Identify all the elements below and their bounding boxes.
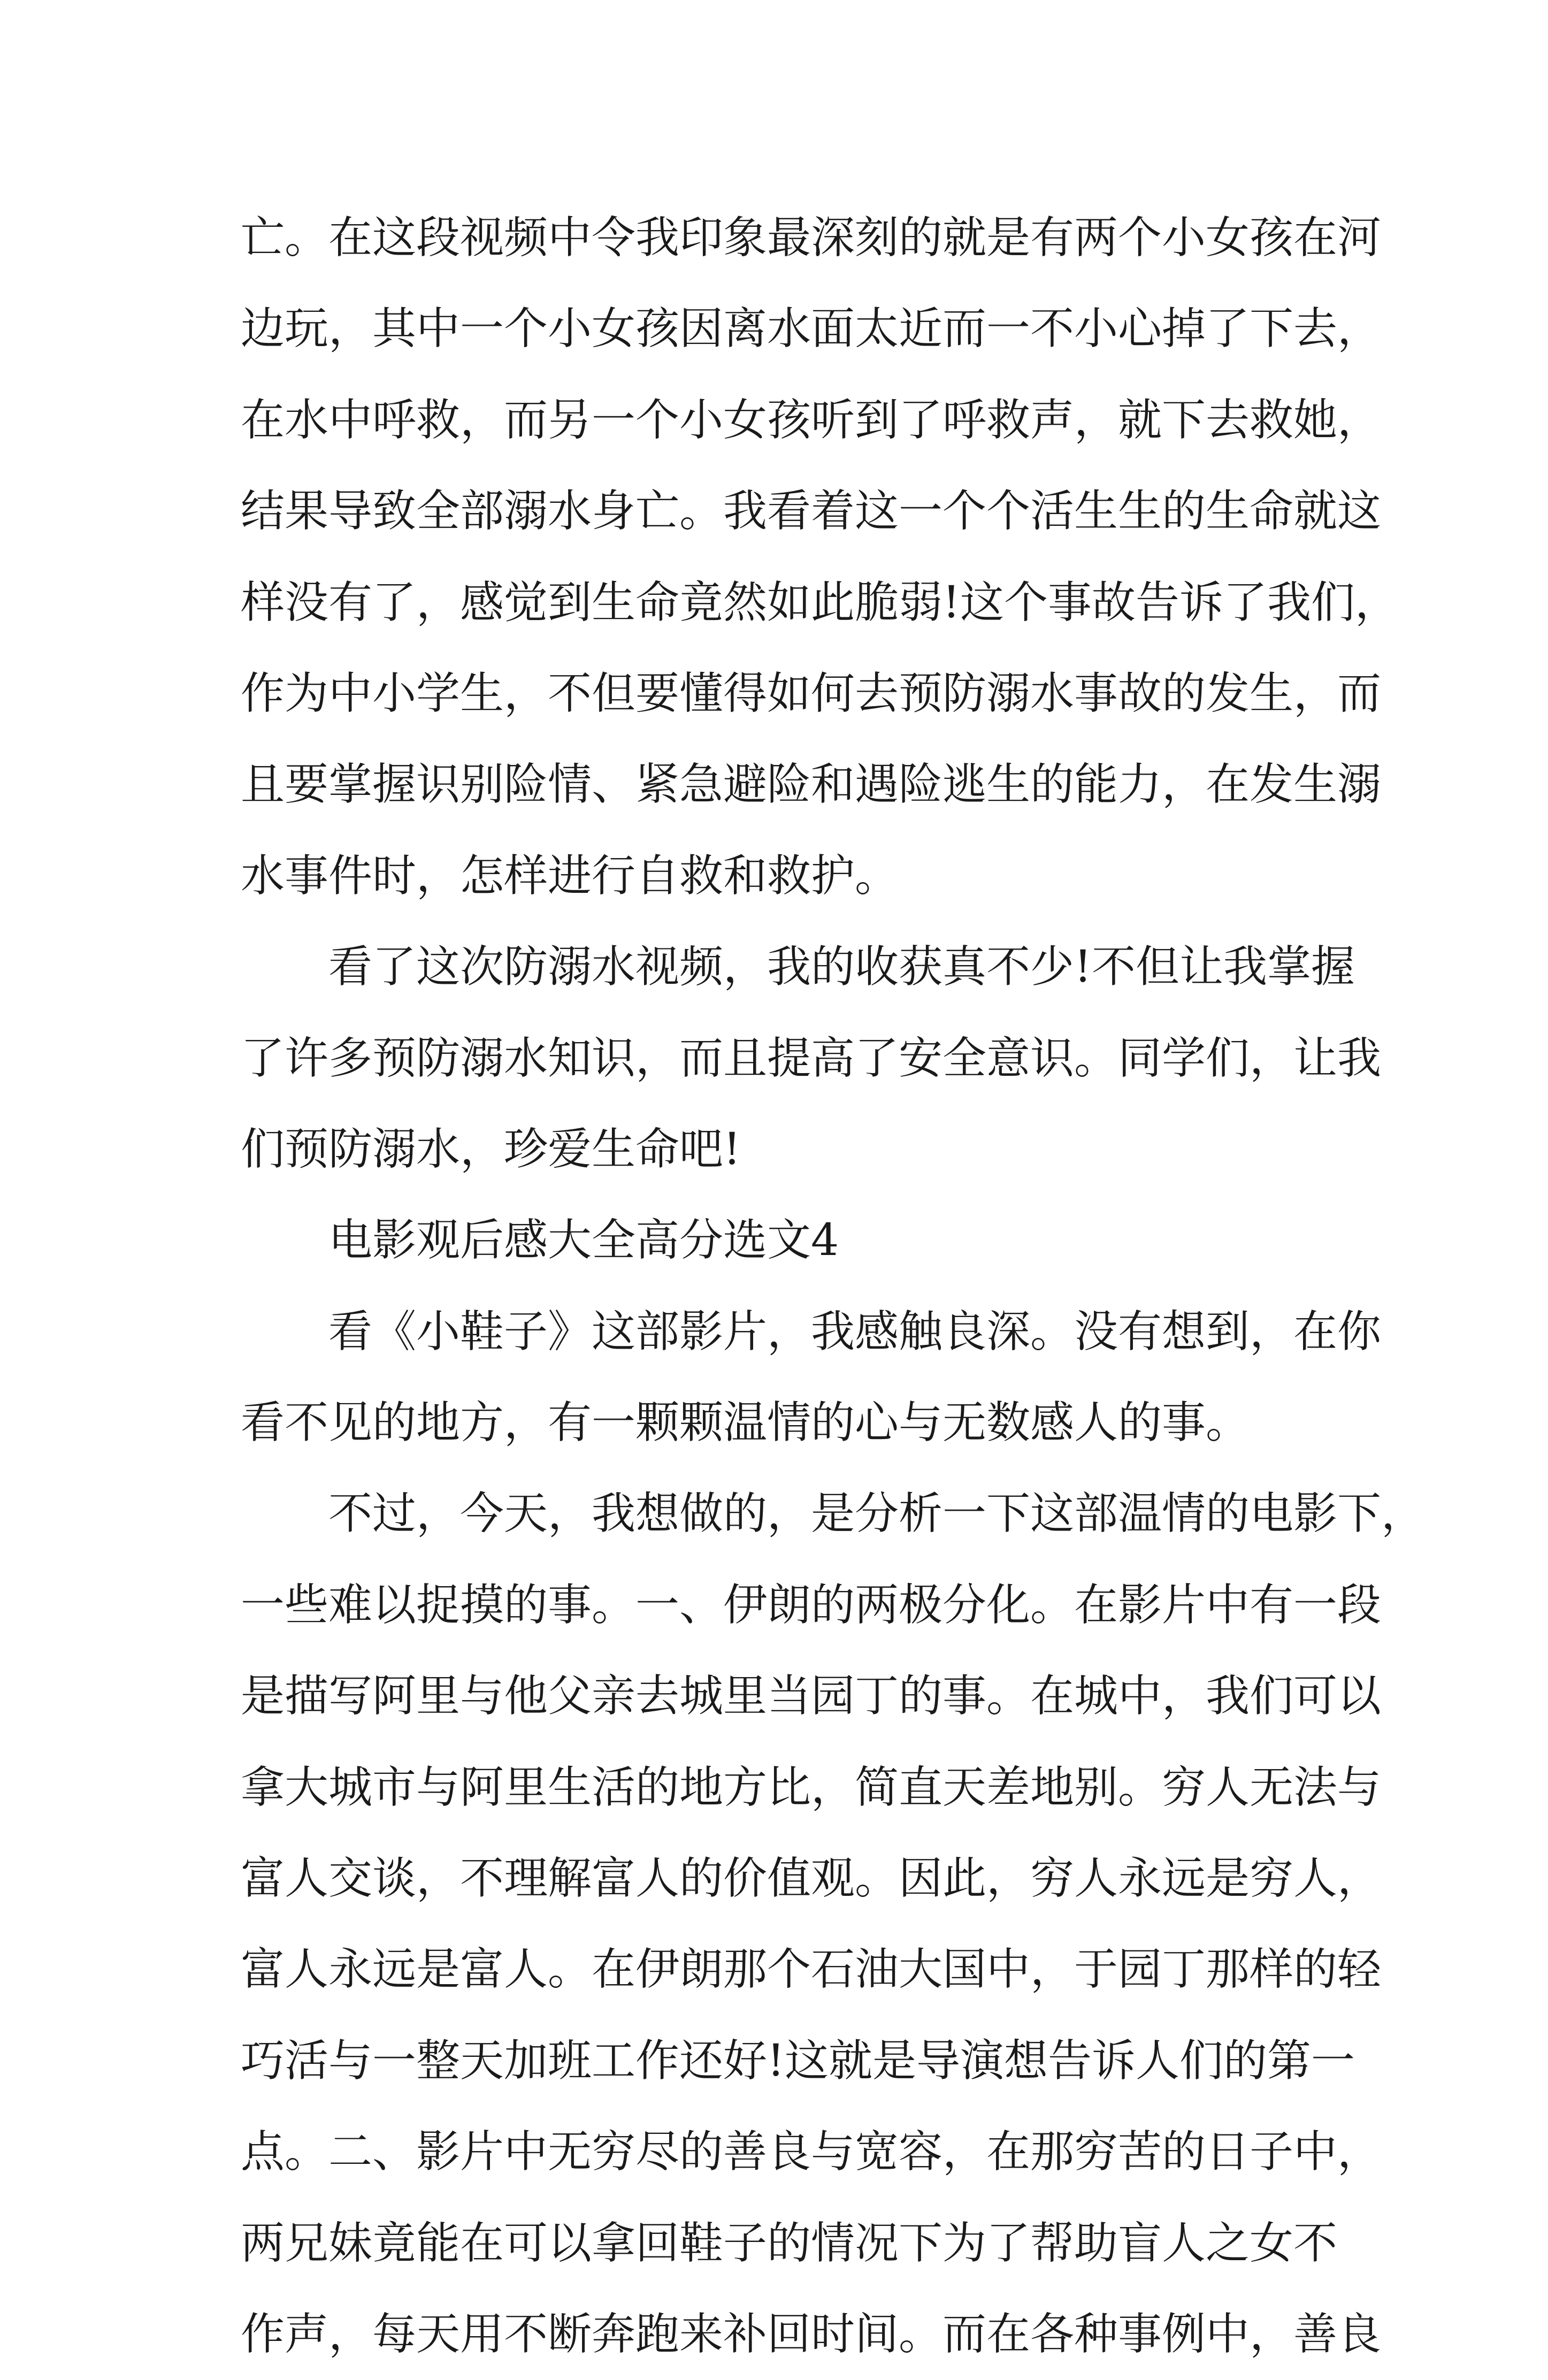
paragraph-line: 水事件时，怎样进行自救和救护。 <box>241 850 899 901</box>
paragraph-line: 作为中小学生，不但要懂得如何去预防溺水事故的发生，而 <box>241 668 1382 719</box>
paragraph-line: 巧活与一整天加班工作还好!这就是导演想告诉人们的第一 <box>241 2035 1355 2086</box>
paragraph-line: 点。二、影片中无穷尽的善良与宽容，在那穷苦的日子中， <box>241 2126 1382 2178</box>
paragraph-line: 一些难以捉摸的事。一、伊朗的两极分化。在影片中有一段 <box>241 1579 1382 1631</box>
paragraph-line: 富人永远是富人。在伊朗那个石油大国中，于园丁那样的轻 <box>241 1944 1382 1995</box>
paragraph-line: 拿大城市与阿里生活的地方比，简直天差地别。穷人无法与 <box>241 1762 1382 1813</box>
paragraph-line: 富人交谈，不理解富人的价值观。因此，穷人永远是穷人， <box>241 1853 1382 1904</box>
document-body <box>241 193 1426 2380</box>
paragraph-line: 了许多预防溺水知识，而且提高了安全意识。同学们，让我 <box>241 1032 1382 1084</box>
paragraph-line: 结果导致全部溺水身亡。我看着这一个个活生生的生命就这 <box>241 486 1382 537</box>
paragraph-line: 们预防溺水，珍爱生命吧! <box>241 1123 741 1175</box>
paragraph-line: 作声，每天用不断奔跑来补回时间。而在各种事例中，善良 <box>241 2308 1382 2360</box>
paragraph-line: 看不见的地方，有一颗颗温情的心与无数感人的事。 <box>241 1397 1250 1449</box>
paragraph-line: 看《小鞋子》这部影片，我感触良深。没有想到，在你 <box>328 1306 1382 1357</box>
paragraph-line: 看了这次防溺水视频，我的收获真不少!不但让我掌握 <box>328 942 1355 993</box>
paragraph-line: 两兄妹竟能在可以拿回鞋子的情况下为了帮助盲人之女不 <box>241 2217 1338 2269</box>
paragraph-line: 边玩，其中一个小女孩因离水面太近而一不小心掉了下去， <box>241 303 1382 355</box>
paragraph-line: 且要掌握识别险情、紧急避险和遇险逃生的能力，在发生溺 <box>241 759 1382 810</box>
paragraph-line: 在水中呼救，而另一个小女孩听到了呼救声，就下去救她， <box>241 394 1382 446</box>
section-heading: 电影观后感大全高分选文4 <box>328 1215 839 1266</box>
paragraph-line: 不过，今天，我想做的，是分析一下这部温情的电影下， <box>328 1488 1426 1540</box>
paragraph-line: 亡。在这段视频中令我印象最深刻的就是有两个小女孩在河 <box>241 212 1382 263</box>
paragraph-line: 是描写阿里与他父亲去城里当园丁的事。在城中，我们可以 <box>241 1671 1382 1722</box>
paragraph-line: 样没有了，感觉到生命竟然如此脆弱!这个事故告诉了我们， <box>241 577 1399 628</box>
